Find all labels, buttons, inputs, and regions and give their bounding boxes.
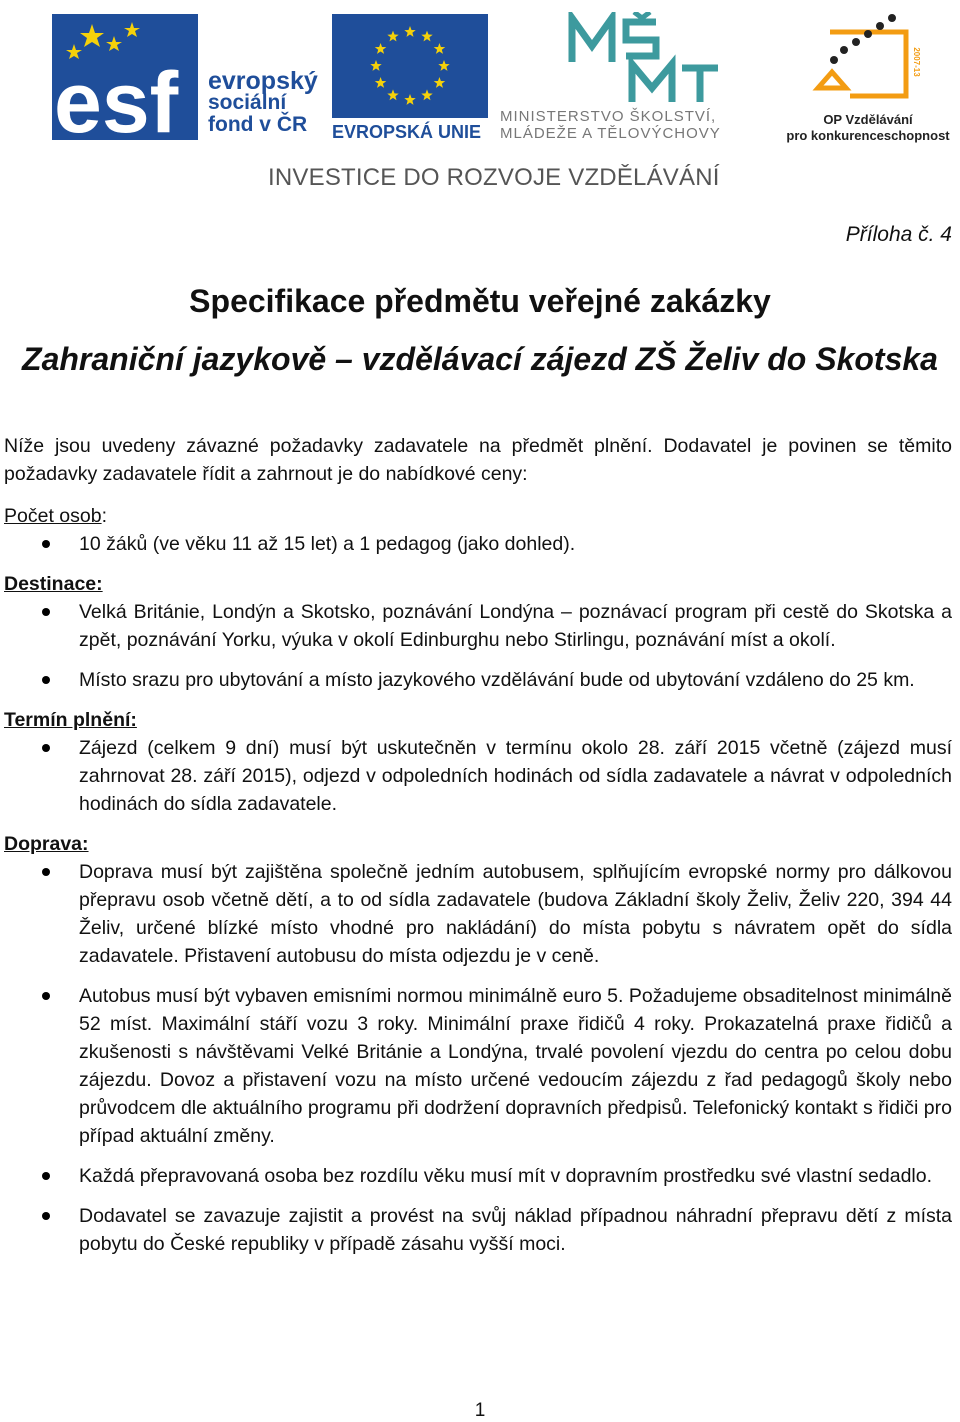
document-subtitle: Zahraniční jazykově – vzdělávací zájezd ZŠ Želiv do Skotska <box>22 341 938 377</box>
list-item: Zájezd (celkem 9 dní) musí být uskutečněn v termínu okolo 28. září 2015 včetně (zájezd musí zahrnovat 28. září 2015), odjezd v odpoledních hodinách od sídla zadavatele a návrat v odpoledních hodinách do sídla zadavatele. <box>4 734 952 818</box>
eu-star-icon <box>404 26 415 37</box>
section-heading: Počet osob <box>4 505 102 527</box>
op-logo <box>780 12 956 152</box>
eu-star-icon <box>434 43 446 54</box>
section-heading: Termín plnění: <box>4 709 137 731</box>
esf-text: evropský sociální fond v ČR <box>208 67 318 136</box>
esf-flag-icon <box>52 14 198 140</box>
msmt-monogram-icon <box>568 12 768 104</box>
eu-star-icon <box>370 60 381 71</box>
list-item: Místo srazu pro ubytování a místo jazykového vzdělávání bude od ubytování vzdáleno do 25 km. <box>4 666 952 694</box>
section-doprava <box>4 830 952 1258</box>
logo-banner <box>0 0 960 200</box>
eu-star-icon <box>375 43 387 54</box>
eu-star-icon <box>421 89 432 100</box>
list-item: Každá přepravovaná osoba bez rozdílu věku musí mít v dopravním prostředku své vlastní sedadlo. <box>4 1162 952 1190</box>
section-pocet-osob <box>4 502 952 558</box>
section-heading-suffix: : <box>101 505 107 527</box>
intro-paragraph: Níže jsou uvedeny závazné požadavky zadavatele na předmět plnění. Dodavatel je povinen se těmito požadavky zadavatele řídit a zahrnout je do nabídkové ceny: <box>4 435 952 485</box>
msmt-logo <box>500 12 775 152</box>
svg-text:2007-13: 2007-13 <box>912 47 921 77</box>
eu-logo <box>332 14 492 144</box>
eu-star-icon <box>375 77 387 88</box>
op-text: OP Vzdělávání pro konkurenceschopnost <box>786 112 950 143</box>
document-title: Specifikace předmětu veřejné zakázky <box>189 283 771 319</box>
msmt-text: MINISTERSTVO ŠKOLSTVÍ, MLÁDEŽE A TĚLOVÝCHOVY <box>500 108 721 142</box>
section-heading: Destinace: <box>4 573 103 595</box>
op-emblem-icon <box>810 12 930 108</box>
list-item: Doprava musí být zajištěna společně jedním autobusem, splňujícím evropské normy pro dálkovou přepravu osob včetně dětí, a to od sídla zadavatele (budova Základní školy Želiv, Želiv 220, 394 44 Želiv, určené blízké místo vhodné pro nakládání) do místa pobytu s návratem opět do sídla zadavatele. Přistavení autobusu do místa odjezdu je v ceně. <box>4 858 952 970</box>
eu-star-icon <box>404 94 415 105</box>
investice-slogan: INVESTICE DO ROZVOJE VZDĚLÁVÁNÍ <box>268 164 720 191</box>
section-heading: Doprava: <box>4 833 89 855</box>
list-item: 10 žáků (ve věku 11 až 15 let) a 1 pedagog (jako dohled). <box>4 530 952 558</box>
eu-flag-icon <box>332 14 488 118</box>
eu-star-icon <box>434 77 446 88</box>
eu-star-icon <box>438 60 449 71</box>
svg-text:esf: esf <box>54 55 179 140</box>
annex-label: Příloha č. 4 <box>845 223 952 246</box>
page-number: 1 <box>474 1400 486 1421</box>
document-body <box>4 432 952 1258</box>
eu-star-icon <box>421 31 432 42</box>
list-item: Autobus musí být vybaven emisními normou minimálně euro 5. Požadujeme obsaditelnost minimálně 52 míst. Maximální stáří vozu 3 roky. Minimální praxe řidičů 4 roky. Prokazatelná praxe řidičů a zkušenosti s návštěvami Velké Británie a Londýna, trvalé povolení vjezdu do centra po celou dobu zájezdu. Dovoz a přistavení vozu na místo určené vedoucím zájezdu z řad pedagogů školy nebo průvodcem dle aktuálního programu při dodržení dopravních předpisů. Telefonický kontakt s řidiči pro případ aktuální změny. <box>4 982 952 1150</box>
list-item: Dodavatel se zavazuje zajistit a provést na svůj náklad případnou náhradní přepravu dětí z místa pobytu do České republiky v případě zásahu vyšší moci. <box>4 1202 952 1258</box>
section-termin-plneni <box>4 706 952 818</box>
eu-star-icon <box>387 89 398 100</box>
eu-star-icon <box>387 31 398 42</box>
esf-logo <box>52 14 332 144</box>
list-item: Velká Británie, Londýn a Skotsko, poznávání Londýna – poznávací program při cestě do Skotska a zpět, poznávání Yorku, výuka v okolí Edinburghu nebo Stirlingu, poznávání míst a okolí. <box>4 598 952 654</box>
section-destinace <box>4 570 952 694</box>
eu-label: EVROPSKÁ UNIE <box>332 122 482 142</box>
